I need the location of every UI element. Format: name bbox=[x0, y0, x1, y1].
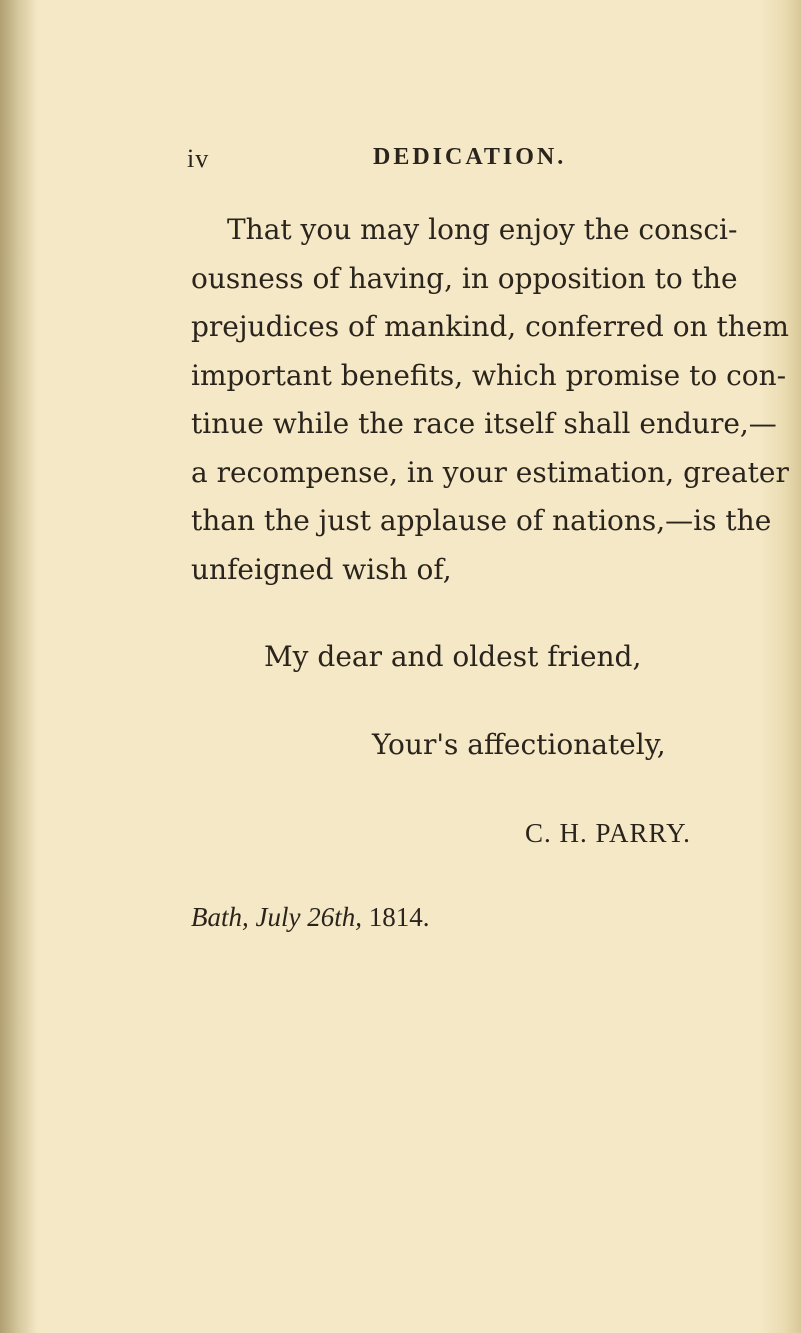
valediction: Your's affectionately, bbox=[372, 728, 666, 761]
paragraph-line: prejudices of mankind, conferred on them bbox=[191, 310, 789, 343]
paragraph-line: than the just applause of nations,—is the bbox=[191, 504, 772, 537]
paragraph-line: That you may long enjoy the consci- bbox=[227, 213, 738, 246]
page-number: iv bbox=[187, 144, 210, 173]
dateline bbox=[191, 902, 429, 933]
page-gutter bbox=[0, 0, 36, 1333]
dateline-year: 1814. bbox=[361, 902, 430, 932]
running-head: DEDICATION. bbox=[373, 144, 567, 170]
paragraph-line: ousness of having, in opposition to the bbox=[191, 261, 738, 295]
dateline-place-date: Bath, July 26th, bbox=[191, 902, 362, 932]
salutation: My dear and oldest friend, bbox=[264, 640, 642, 673]
paragraph-line: unfeigned wish of, bbox=[191, 552, 452, 586]
paragraph-line: important benefits, which promise to con- bbox=[191, 358, 787, 392]
paragraph-line: a recompense, in your estimation, greater bbox=[191, 455, 789, 489]
page-header bbox=[187, 144, 747, 180]
signature: C. H. PARRY. bbox=[525, 818, 691, 848]
paragraph-line: tinue while the race itself shall endure,— bbox=[191, 407, 777, 440]
dedication-paragraph bbox=[191, 206, 789, 594]
